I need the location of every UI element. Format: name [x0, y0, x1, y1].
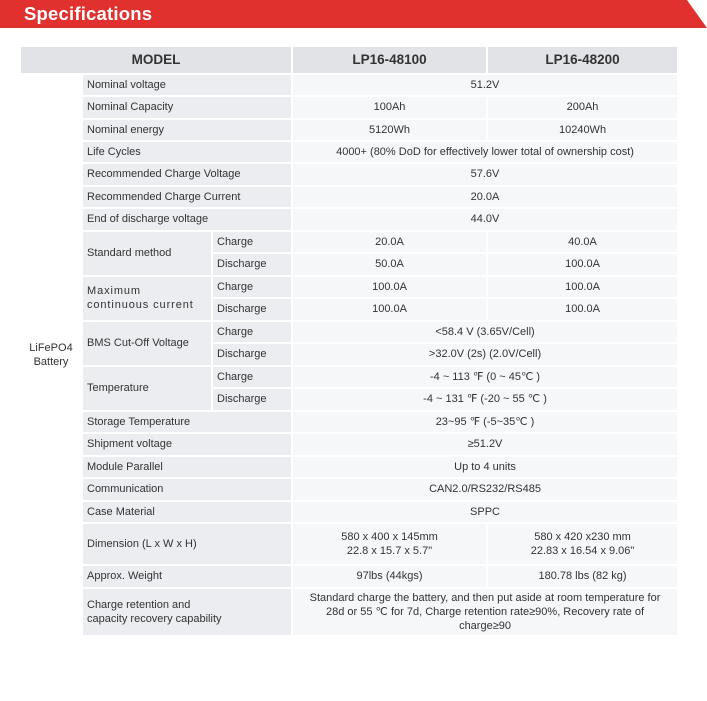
row-label: BMS Cut-Off Voltage: [82, 321, 212, 366]
value-a: 97lbs (44kgs): [292, 565, 487, 588]
specifications-banner: [0, 0, 707, 28]
row-standard-charge: [20, 231, 678, 254]
row-value: 51.2V: [292, 74, 678, 96]
model-a-header: LP16-48100: [292, 46, 487, 74]
row-shipment-voltage: [20, 433, 678, 456]
banner-slant: [687, 0, 707, 28]
retention-text: Standard charge the battery, and then put aside at room temperature for 28d or 55 ℃ for 7d, Charge retention rate≥90%, Recovery rate of charge≥90: [309, 591, 661, 632]
value-b: 100.0A: [487, 253, 678, 276]
row-label: Nominal voltage: [82, 74, 292, 96]
retention-label-line1: Charge retention and: [87, 598, 191, 611]
row-value: [292, 588, 678, 636]
retention-label-line2: capacity recovery capability: [87, 612, 222, 625]
value-b: 40.0A: [487, 231, 678, 254]
row-nominal-capacity: [20, 96, 678, 119]
row-label: Storage Temperature: [82, 411, 292, 434]
row-value: <58.4 V (3.65V/Cell): [292, 321, 678, 344]
row-value: 23~95 ℉ (-5~35℃ ): [292, 411, 678, 434]
row-maxcont-charge: [20, 276, 678, 299]
sub-label: Charge: [212, 366, 292, 389]
model-b-header: LP16-48200: [487, 46, 678, 74]
value-a: 100.0A: [292, 276, 487, 299]
row-value: ≥51.2V: [292, 433, 678, 456]
row-nominal-voltage: [20, 74, 678, 96]
value-a: 5120Wh: [292, 119, 487, 141]
row-nominal-energy: [20, 119, 678, 141]
value-b: 10240Wh: [487, 119, 678, 141]
row-label: Dimension (L x W x H): [82, 523, 292, 565]
row-bms-charge: [20, 321, 678, 344]
row-life-cycles: [20, 141, 678, 164]
banner-title: Specifications: [24, 3, 153, 24]
model-header: MODEL: [20, 46, 292, 74]
row-value: CAN2.0/RS232/RS485: [292, 478, 678, 501]
dimension-a-imperial: 22.8 x 15.7 x 5.7": [346, 545, 433, 557]
row-label: Maximum continuous current: [82, 276, 212, 321]
row-value: 57.6V: [292, 163, 678, 186]
row-dimension: [20, 523, 678, 565]
dimension-b-metric: 580 x 420 x230 mm: [534, 531, 631, 543]
row-module-parallel: [20, 456, 678, 479]
row-label: Case Material: [82, 501, 292, 524]
row-value: -4 ~ 113 ℉ (0 ~ 45℃ ): [292, 366, 678, 389]
row-charge-retention: [20, 588, 678, 636]
row-label: Recommended Charge Current: [82, 186, 292, 209]
sub-label: Discharge: [212, 343, 292, 366]
category-label: LiFePO4 Battery: [29, 341, 73, 368]
row-label: Approx. Weight: [82, 565, 292, 588]
sub-label: Charge: [212, 276, 292, 299]
row-value: SPPC: [292, 501, 678, 524]
value-b: 180.78 lbs (82 kg): [487, 565, 678, 588]
value-b: 100.0A: [487, 276, 678, 299]
row-label: Communication: [82, 478, 292, 501]
spec-table: [19, 45, 679, 637]
value-b: 200Ah: [487, 96, 678, 119]
row-label: Module Parallel: [82, 456, 292, 479]
row-end-discharge-voltage: [20, 208, 678, 231]
header-row: [20, 46, 678, 74]
row-rec-charge-voltage: [20, 163, 678, 186]
value-b: [487, 523, 678, 565]
row-storage-temp: [20, 411, 678, 434]
value-a: 20.0A: [292, 231, 487, 254]
sub-label: Discharge: [212, 298, 292, 321]
sub-label: Discharge: [212, 253, 292, 276]
row-label: Life Cycles: [82, 141, 292, 164]
row-value: 4000+ (80% DoD for effectively lower total of ownership cost): [292, 141, 678, 164]
row-value: 20.0A: [292, 186, 678, 209]
row-rec-charge-current: [20, 186, 678, 209]
value-a: 50.0A: [292, 253, 487, 276]
sub-label: Charge: [212, 231, 292, 254]
row-label: [82, 588, 292, 636]
value-a: 100Ah: [292, 96, 487, 119]
row-label: Nominal energy: [82, 119, 292, 141]
row-weight: [20, 565, 678, 588]
row-case-material: [20, 501, 678, 524]
row-value: 44.0V: [292, 208, 678, 231]
row-value: Up to 4 units: [292, 456, 678, 479]
row-label: Nominal Capacity: [82, 96, 292, 119]
category-cell: [20, 74, 82, 636]
value-a: [292, 523, 487, 565]
row-temp-charge: [20, 366, 678, 389]
row-label: End of discharge voltage: [82, 208, 292, 231]
row-value: >32.0V (2s) (2.0V/Cell): [292, 343, 678, 366]
row-label: Shipment voltage: [82, 433, 292, 456]
row-value: -4 ~ 131 ℉ (-20 ~ 55 ℃ ): [292, 388, 678, 411]
row-communication: [20, 478, 678, 501]
row-label: Temperature: [82, 366, 212, 411]
dimension-b-imperial: 22.83 x 16.54 x 9.06": [530, 545, 635, 557]
sub-label: Charge: [212, 321, 292, 344]
value-a: 100.0A: [292, 298, 487, 321]
dimension-a-metric: 580 x 400 x 145mm: [341, 531, 438, 543]
row-label: Recommended Charge Voltage: [82, 163, 292, 186]
row-label: Standard method: [82, 231, 212, 276]
value-b: 100.0A: [487, 298, 678, 321]
sub-label: Discharge: [212, 388, 292, 411]
